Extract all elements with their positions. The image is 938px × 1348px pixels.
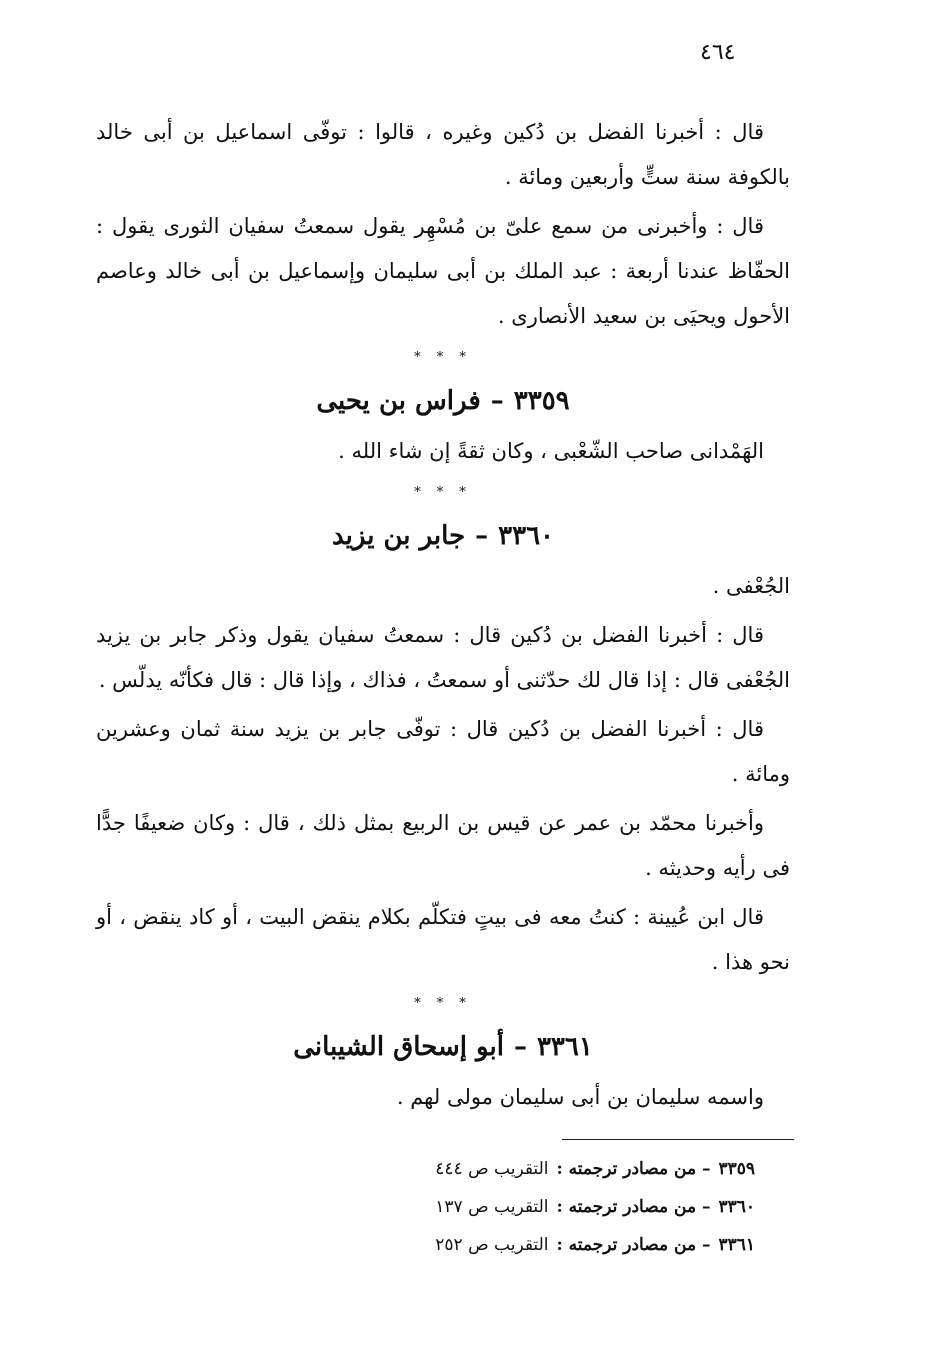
paragraph: قال : أخبرنا الفضل بن دُكين قال : سمعتُ سفيان يقول وذكر جابر بن يزيد الجُعْفى قال : إذا قال لك حدّثنى أو سمعتُ ، فذاك ، وإذا قال : قال فكأنّه يدلّس .	[96, 623, 790, 692]
intro-section	[96, 110, 790, 339]
entry-title: فراس بن يحيى	[316, 386, 481, 416]
paragraph: وأخبرنا محمّد بن عمر عن قيس بن الربيع بمثل ذلك ، قال : وكان ضعيفًا جدًّا فى رأيه وحديثه .	[96, 811, 790, 880]
footnote-number: ٣٣٦٠	[718, 1197, 755, 1217]
footnote	[380, 1188, 755, 1226]
entry-dash: –	[513, 1032, 527, 1062]
footnote-number: ٣٣٦١	[718, 1235, 755, 1255]
entry-number: ٣٣٥٩	[513, 386, 570, 416]
paragraph: واسمه سليمان بن أبى سليمان مولى لهم .	[396, 1085, 764, 1109]
footnote-rule	[562, 1139, 794, 1140]
footnote-ref: التقريب ص ٤٤٤	[435, 1159, 549, 1179]
paragraph: الهَمْدانى صاحب الشّعْبى ، وكان ثقةً إن شاء الله .	[338, 439, 764, 463]
section-separator: * * *	[414, 996, 472, 1011]
footnote-label: – من مصادر ترجمته :	[556, 1235, 711, 1255]
paragraph: قال : أخبرنا الفضل بن دُكين وغيره ، قالوا : توفّى اسماعيل بن أبى خالد بالكوفة سنة ستٍّ وأربعين ومائة .	[96, 120, 790, 189]
entry-number: ٣٣٦١	[536, 1032, 593, 1062]
entry-number: ٣٣٦٠	[498, 521, 555, 551]
page-body	[96, 110, 790, 1124]
entry-title: أبو إسحاق الشيبانى	[293, 1032, 504, 1062]
footnote-label: – من مصادر ترجمته :	[556, 1159, 711, 1179]
entry-3361	[96, 1025, 790, 1120]
footnotes	[380, 1150, 755, 1264]
entry-3360	[96, 514, 790, 985]
entry-dash: –	[490, 386, 504, 416]
entry-3359	[96, 379, 790, 474]
paragraph: الجُعْفى .	[712, 574, 790, 598]
footnote-ref: التقريب ص ١٣٧	[435, 1197, 549, 1217]
paragraph: قال : وأخبرنى من سمع علىّ بن مُسْهِر يقول سمعتُ سفيان الثورى يقول : الحفّاظ عندنا أربعة : عبد الملك بن أبى سليمان وإسماعيل بن أبى خالد وعاصم الأحول ويحيَى بن سعيد الأنصارى .	[96, 214, 790, 328]
footnote-label: – من مصادر ترجمته :	[556, 1197, 711, 1217]
entry-heading	[96, 379, 790, 423]
footnote-ref: التقريب ص ٢٥٢	[435, 1235, 549, 1255]
page-number: ٤٦٤	[700, 40, 736, 65]
footnote	[380, 1150, 755, 1188]
footnote-number: ٣٣٥٩	[718, 1159, 755, 1179]
entry-heading	[96, 1025, 790, 1069]
entry-heading	[96, 514, 790, 558]
section-separator: * * *	[414, 485, 472, 500]
paragraph: قال : أخبرنا الفضل بن دُكين قال : توفّى جابر بن يزيد سنة ثمان وعشرين ومائة .	[96, 717, 790, 786]
paragraph: قال ابن عُيينة : كنتُ معه فى بيتٍ فتكلّم بكلام ينقض البيت ، أو كاد ينقض ، أو نحو هذا .	[96, 905, 790, 974]
section-separator: * * *	[414, 350, 472, 365]
entry-title: جابر بن يزيد	[331, 521, 466, 551]
footnote	[380, 1226, 755, 1264]
entry-dash: –	[475, 521, 489, 551]
